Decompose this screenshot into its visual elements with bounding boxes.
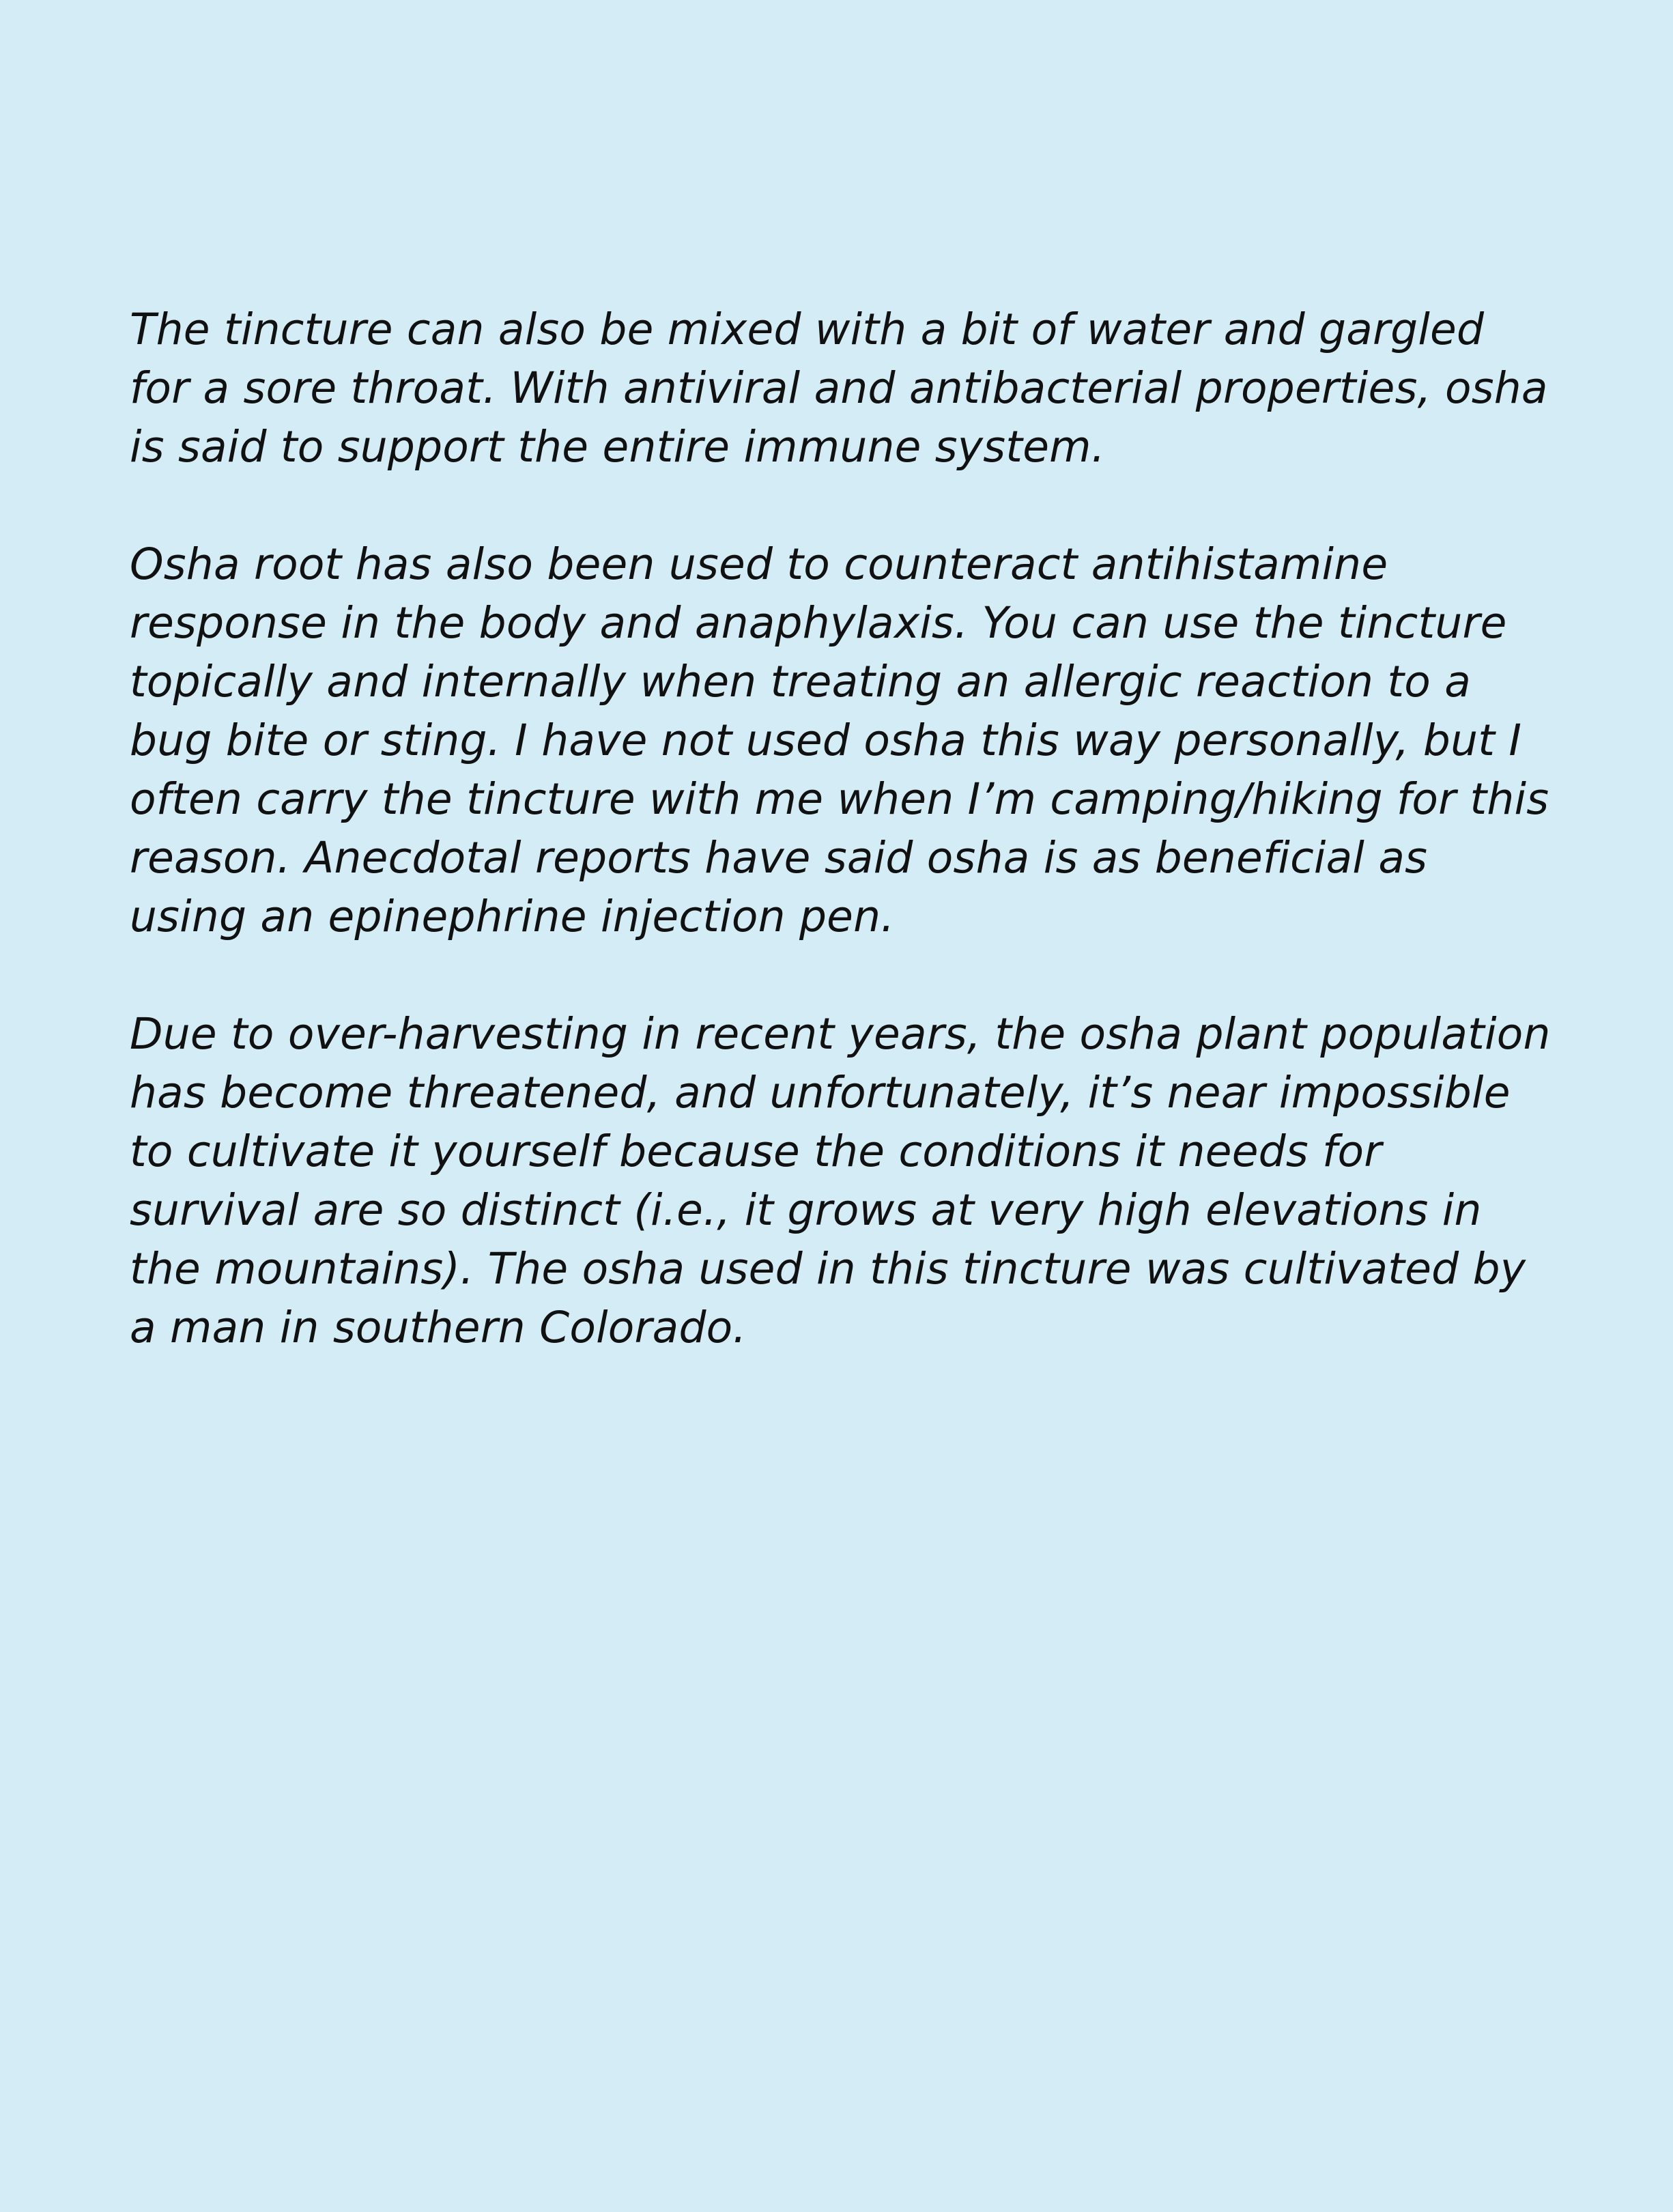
paragraph-allergic-reaction: Osha root has also been used to counteract antihistamine response in the body and anaphylaxis. You can use the tincture topically and internally when treating an allergic reaction to a bug bite or sting. I have not used osha this way personally, but I often carry the tincture with me when I’m camping/hiking for this reason. Anecdotal reports have said osha is as beneficial as using an epinephrine injection pen. <box>130 539 1549 941</box>
paragraph-throat-gargle: The tincture can also be mixed with a bit of water and gargled for a sore throat. With antiviral and antibacterial properties, osha is said to support the entire immune system. <box>130 304 1548 472</box>
paragraph-over-harvesting: Due to over-harvesting in recent years, the osha plant population has become threatened, and unfortunately, it’s near impossible to cultivate it yourself because the conditions it needs for survival are so distinct (i.e., it grows at very high elevations in the mountains). The osha used in this tincture was cultivated by a man in southern Colorado. <box>130 1009 1551 1352</box>
body-text <box>130 300 1556 1416</box>
